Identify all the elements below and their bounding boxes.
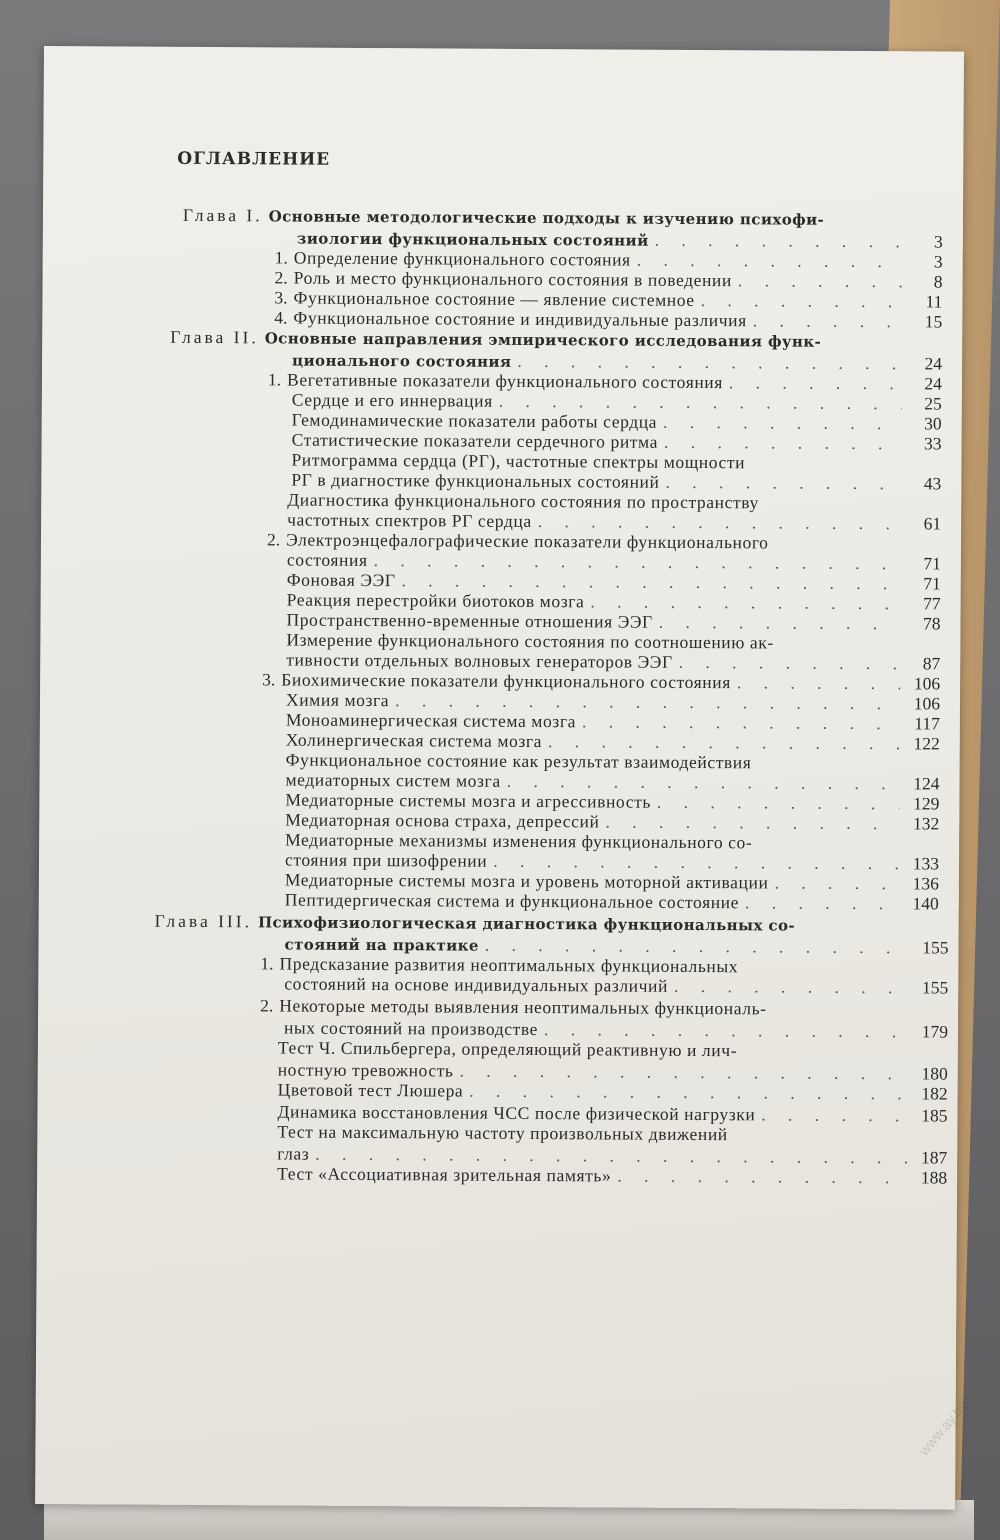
entry-text: Ритмограмма сердца (РГ), частотные спектры мощности	[291, 449, 746, 473]
entry-text: РГ в диагностике функциональных состояний	[291, 469, 660, 492]
entry-text: Моноаминергическая система мозга	[285, 709, 577, 732]
entry-text: зиологии функциональных состояний	[296, 229, 649, 250]
dot-leader	[463, 1081, 907, 1104]
page-number: 15	[924, 311, 943, 332]
page-number: 71	[923, 553, 941, 574]
page-number: 3	[934, 231, 943, 252]
entry-text: Медиаторные механизмы изменения функционального со-	[285, 829, 753, 853]
entry-text: Тест «Ассоциативная зрительная память»	[277, 1163, 612, 1186]
entry-text: медиаторных систем мозга	[285, 769, 501, 791]
toc-entry	[170, 327, 882, 352]
section-number: 4.	[274, 307, 288, 328]
dot-leader	[532, 511, 901, 533]
page-number: 179	[921, 1021, 949, 1042]
entry-text: Медиаторные системы мозга и агрессивность	[285, 789, 652, 812]
toc-entry	[278, 1037, 894, 1061]
page-number: 30	[924, 413, 942, 434]
entry-text: Основные методологические подходы к изучению психофи-	[268, 207, 825, 229]
dot-leader	[651, 792, 900, 814]
dot-leader	[501, 771, 900, 793]
page-number: 185	[921, 1105, 948, 1126]
chapter-label: Глава II.	[170, 326, 259, 348]
entry-text: Пептидергическая система и функциональное состояние	[284, 889, 740, 913]
toc-entry	[155, 911, 869, 936]
entry-text: Функциональное состояние — явление системное	[293, 287, 695, 310]
entry-text: Роль и место функционального состояния в поведении	[293, 267, 732, 291]
entry-text: Холинергическая система мозга	[285, 729, 543, 752]
dot-leader	[731, 672, 900, 693]
dot-leader	[732, 270, 903, 291]
watermark: www.ay.by	[915, 1397, 971, 1459]
entry-text: стояния при шизофрении	[284, 849, 488, 871]
toc-entry	[183, 205, 883, 230]
entry-text: ных состояний на производстве	[283, 1017, 539, 1040]
entry-text: Психофизиологическая диагностика функциональных со-	[257, 913, 796, 935]
toc-entry	[285, 889, 939, 913]
chapter-label: Глава I.	[182, 204, 263, 226]
entry-text: Электроэнцефалографические показатели функционального	[286, 529, 769, 553]
dot-leader	[659, 472, 901, 493]
entry-text: Динамика восстановления ЧСС после физической нагрузки	[277, 1101, 756, 1125]
toc-entry	[284, 973, 948, 997]
entry-text: Определение функционального состояния	[293, 247, 631, 270]
page-number: 33	[924, 433, 942, 454]
dot-leader	[668, 976, 908, 997]
entry-text: Химия мозга	[285, 689, 390, 711]
dot-leader	[723, 372, 902, 393]
entry-text: Функциональное состояние как результат взаимодействия	[285, 749, 752, 773]
entry-text: Цветовой тест Люшера	[277, 1079, 464, 1101]
entry-text: Статистические показатели сердечного ритма	[291, 429, 659, 452]
page-number: 8	[933, 271, 943, 292]
page-number: 78	[922, 613, 941, 634]
entry-text: Диагностика функционального состояния по пространству	[287, 489, 759, 513]
section-number: 1.	[260, 953, 274, 974]
page-number: 106	[913, 673, 941, 694]
entry-text: состояний на основе индивидуальных различий	[284, 973, 669, 996]
page-number: 122	[913, 733, 940, 754]
dot-leader	[511, 351, 902, 373]
entry-text: Биохимические показатели функционального состояния	[281, 669, 731, 693]
page-number: 188	[920, 1167, 948, 1188]
entry-text: глаз	[277, 1143, 310, 1164]
dot-leader	[479, 935, 909, 958]
entry-text: стояний на практике	[284, 935, 479, 955]
page-number: 133	[912, 853, 940, 874]
dot-leader	[584, 591, 900, 613]
entry-text: Сердце и его иннервация	[291, 389, 493, 411]
dot-leader	[755, 1104, 907, 1125]
entry-text: Вегетативные показатели функционального состояния	[287, 369, 724, 393]
page-number: 182	[921, 1083, 948, 1104]
entry-text: частотных спектров РГ сердца	[287, 509, 532, 531]
entry-text: Тест на максимальную частоту произвольных движений	[277, 1121, 728, 1145]
dot-leader	[658, 432, 902, 453]
page-number: 3	[933, 251, 943, 272]
page-number: 25	[924, 393, 942, 414]
page-number: 24	[924, 373, 943, 394]
toc-entry	[277, 1163, 947, 1187]
entry-text: ционального состояния	[292, 351, 512, 371]
chapter-label: Глава III.	[154, 910, 253, 932]
entry-text: Реакция перестройки биотоков мозга	[286, 589, 585, 612]
dot-leader	[487, 851, 899, 874]
page-number: 11	[925, 291, 943, 312]
page-number: 77	[923, 593, 941, 614]
toc-entry	[278, 1079, 948, 1103]
entry-text: Медиаторная основа страха, депрессий	[285, 809, 600, 832]
page-number: 129	[913, 793, 940, 814]
entry-text: Основные направления эмпирического исследования функ-	[264, 329, 822, 351]
document-page	[35, 46, 964, 1510]
dot-leader	[695, 290, 903, 311]
toc-title: ОГЛАВЛЕНИЕ	[177, 148, 331, 170]
dot-leader	[747, 310, 903, 331]
page-number: 43	[923, 473, 942, 494]
dot-leader	[673, 652, 901, 673]
page-number: 117	[914, 713, 940, 734]
page-number: 24	[924, 353, 943, 374]
dot-leader	[542, 731, 900, 753]
entry-text: Измерение функционального состояния по соотношению ак-	[286, 629, 774, 653]
page-number: 132	[912, 813, 940, 834]
page-number: 180	[921, 1063, 948, 1084]
dot-leader	[454, 1061, 908, 1084]
dot-leader	[538, 1019, 908, 1041]
dot-leader	[657, 412, 902, 433]
dot-leader	[768, 872, 899, 893]
page-number: 136	[912, 873, 939, 894]
entry-text: тивности отдельных волновых генераторов ЭЭГ	[286, 649, 673, 672]
section-number: 3.	[262, 669, 276, 690]
toc-entry	[277, 1121, 893, 1145]
page-number: 106	[913, 693, 941, 714]
dot-leader	[576, 711, 900, 733]
page-number: 155	[922, 937, 949, 958]
entry-text: Пространственно-временные отношения ЭЭГ	[286, 609, 653, 632]
entry-text: Тест Ч. Спильбергера, определяющий реактивную и лич-	[277, 1037, 738, 1061]
section-number: 2.	[260, 995, 274, 1016]
entry-text: ностную тревожность	[277, 1059, 454, 1081]
page-number: 155	[921, 977, 949, 998]
dot-leader	[739, 892, 899, 913]
entry-text: Некоторые методы выявления неоптимальных функциональ-	[279, 995, 767, 1019]
section-number: 2.	[274, 267, 288, 288]
dot-leader	[631, 250, 903, 272]
page-number: 71	[923, 573, 941, 594]
section-number: 2.	[266, 529, 281, 550]
section-number: 3.	[274, 287, 288, 308]
dot-leader	[599, 811, 899, 833]
entry-text: Функциональное состояние и индивидуальные различия	[293, 307, 747, 331]
entry-text: Фоновая ЭЭГ	[286, 569, 396, 591]
section-number: 1.	[274, 247, 288, 268]
entry-text: Предсказание развития неоптимальных функциональных	[279, 953, 739, 977]
page-number: 124	[913, 773, 940, 794]
entry-text: Медиаторные системы мозга и уровень моторной активации	[284, 869, 769, 893]
page-number: 61	[923, 513, 942, 534]
table-of-contents	[35, 46, 964, 1510]
section-number: 1.	[267, 369, 282, 390]
page-number: 187	[920, 1147, 948, 1168]
dot-leader	[493, 391, 902, 413]
entry-text: состояния	[286, 549, 368, 570]
page-number: 140	[912, 893, 939, 914]
dot-leader	[611, 1165, 907, 1187]
toc-entry	[260, 995, 890, 1019]
page-number: 87	[922, 653, 941, 674]
dot-leader	[649, 230, 903, 252]
dot-leader	[653, 612, 901, 634]
entry-text: Гемодинамические показатели работы сердца	[291, 409, 658, 432]
